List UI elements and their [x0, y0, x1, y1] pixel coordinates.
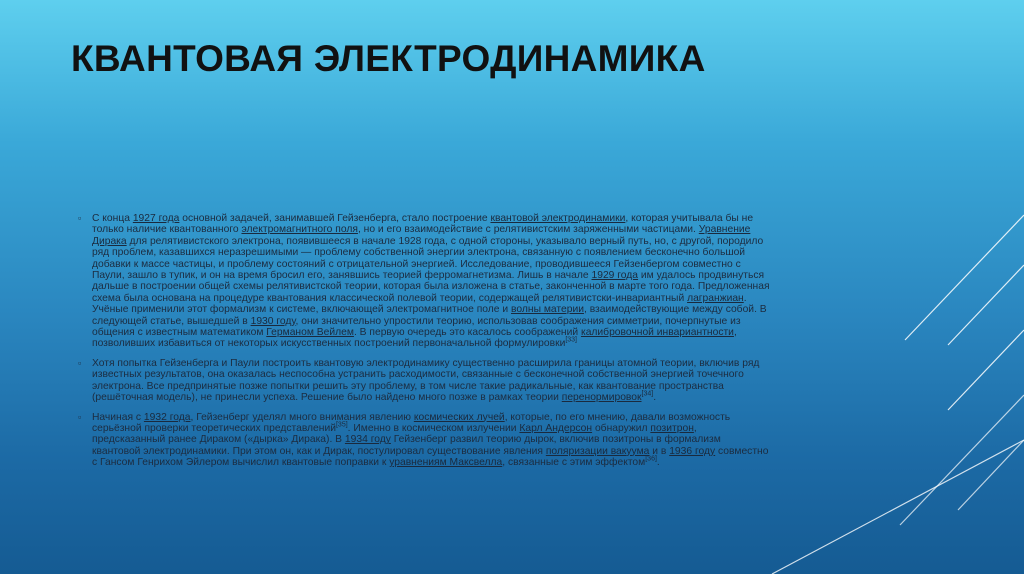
- body-text: . В первую очередь это касалось соображений: [353, 327, 581, 339]
- body-text: основной задачей, занимавшей Гейзенберга, стало построение: [179, 213, 491, 224]
- body-text: , связанные с этим эффектом: [502, 457, 646, 469]
- body-text: Начиная с: [92, 411, 144, 423]
- wiki-link[interactable]: лагранжиан: [687, 292, 744, 304]
- wiki-link[interactable]: Германом Вейлем: [266, 327, 354, 339]
- bullet-icon: ▫: [78, 411, 82, 422]
- wiki-link[interactable]: поляризации вакуума: [545, 445, 650, 457]
- citation-ref[interactable]: [33]: [565, 337, 578, 345]
- slide-title: КВАНТОВАЯ ЭЛЕКТРОДИНАМИКА: [71, 38, 706, 79]
- wiki-link[interactable]: 1927 года: [132, 213, 180, 224]
- body-text: , которая учитывала бы не только наличие квантованного: [92, 213, 754, 236]
- wiki-link[interactable]: уравнениям Максвелла: [389, 457, 503, 469]
- wiki-link[interactable]: 1936 году: [669, 445, 716, 457]
- wiki-link[interactable]: 1934 году: [344, 434, 391, 446]
- wiki-link[interactable]: 1930 году: [250, 315, 296, 327]
- deco-line: [948, 330, 1024, 410]
- body-text: . Именно в космическом излучении: [347, 422, 520, 434]
- body-text: для релятивистского электрона, появившееся в начале 1928 года, с одной стороны, указывало верный путь, но, с другой, породило ряд проблем, казавшихся неразрешимыми — проблему собственной энергии электрона, связанную с появлением бесконечно большой добавки к массе частицы, и проблему состояний с отрицательной энергией. Исследование, проводившееся Гейзенбергом совместно с Паули, зашло в тупик, и он на время бросил его, занявшись теорией ферромагнетизма. Лишь в начале: [92, 235, 764, 282]
- body-text: , Гейзенберг уделял много внимания явлению: [190, 411, 414, 423]
- body-text: им удалось продвинуться дальше в построении общей схемы релятивистской теории, которая была изложена в статье, законченной в марте того года. Предложенная схема была основана на процедуре квантования классической полевой теории, содержащей релятивистски-инвариантный: [92, 270, 770, 304]
- body-text: , позволивших избавиться от некоторых искусственных построений первоначальной формулировки: [92, 327, 737, 350]
- wiki-link[interactable]: Карл Андерсон: [519, 422, 593, 434]
- wiki-link[interactable]: Уравнение Дирака: [92, 224, 751, 247]
- deco-line: [948, 265, 1024, 345]
- wiki-link[interactable]: 1929 года: [591, 270, 639, 282]
- body-text: совместно с Гансом Генрихом Эйлером вычислил квантовые поправки к: [92, 445, 769, 469]
- wiki-link[interactable]: позитрон: [650, 422, 694, 434]
- wiki-link[interactable]: калибровочной инвариантности: [580, 327, 734, 339]
- body-text: и в: [649, 445, 670, 457]
- wiki-link[interactable]: квантовой электродинамики: [490, 213, 626, 224]
- citation-ref[interactable]: [36]: [645, 455, 657, 463]
- body-text: , взаимодействующие между собой. В следующей статье, вышедшей в: [92, 304, 767, 327]
- deco-line: [958, 440, 1024, 510]
- wiki-link[interactable]: перенормировок: [561, 392, 642, 404]
- body-text: С конца: [92, 213, 133, 224]
- body-text: , они значительно упростили теорию, использовав соображения симметрии, почерпнутые из общения с известным математиком: [92, 315, 741, 339]
- deco-line: [772, 440, 1024, 574]
- citation-ref[interactable]: [34]: [641, 390, 654, 398]
- deco-line: [905, 215, 1024, 340]
- wiki-link[interactable]: электромагнитного поля: [241, 224, 358, 236]
- body-text: . Учёные применили этот формализм к системе, включающей электромагнитное поле и: [92, 292, 747, 316]
- wiki-link[interactable]: 1932 года: [143, 411, 191, 423]
- body-text: Гейзенберг развил теорию дырок, включив позитроны в формализм квантовой электродинамики. При этом он, как и Дирак, постулировал существование явления: [92, 434, 721, 457]
- wiki-link[interactable]: волны материи: [511, 304, 584, 316]
- body-text: .: [656, 457, 660, 469]
- body-text: обнаружил: [592, 422, 651, 434]
- body-text: , но и его взаимодействие с релятивистским заряженными частицами.: [357, 224, 699, 236]
- body-text: Хотя попытка Гейзенберга и Паули построить квантовую электродинамику существенно расширила границы атомной теории, включив ряд известных результатов, она оказалась неспособна устранить расходимости, связанные с бесконечной собственной энергией точечного электрона. Все предпринятые позже попытки решить эту проблему, в том числе такие радикальные, как квантование пространства (решёточная модель), не принесли успеха. Решение было найдено много позже в рамках теории: [92, 357, 760, 404]
- citation-ref[interactable]: [35]: [335, 421, 348, 429]
- bullet-icon: ▫: [78, 213, 82, 223]
- body-text: , предсказанный ранее Дираком («дырка» Дирака). В: [92, 422, 697, 446]
- body-text: .: [653, 392, 657, 404]
- wiki-link[interactable]: космических лучей: [413, 411, 505, 423]
- bullet-icon: ▫: [78, 357, 82, 368]
- body-text: , которые, по его мнению, давали возможность серьёзной проверки теоретических представлений: [92, 411, 731, 434]
